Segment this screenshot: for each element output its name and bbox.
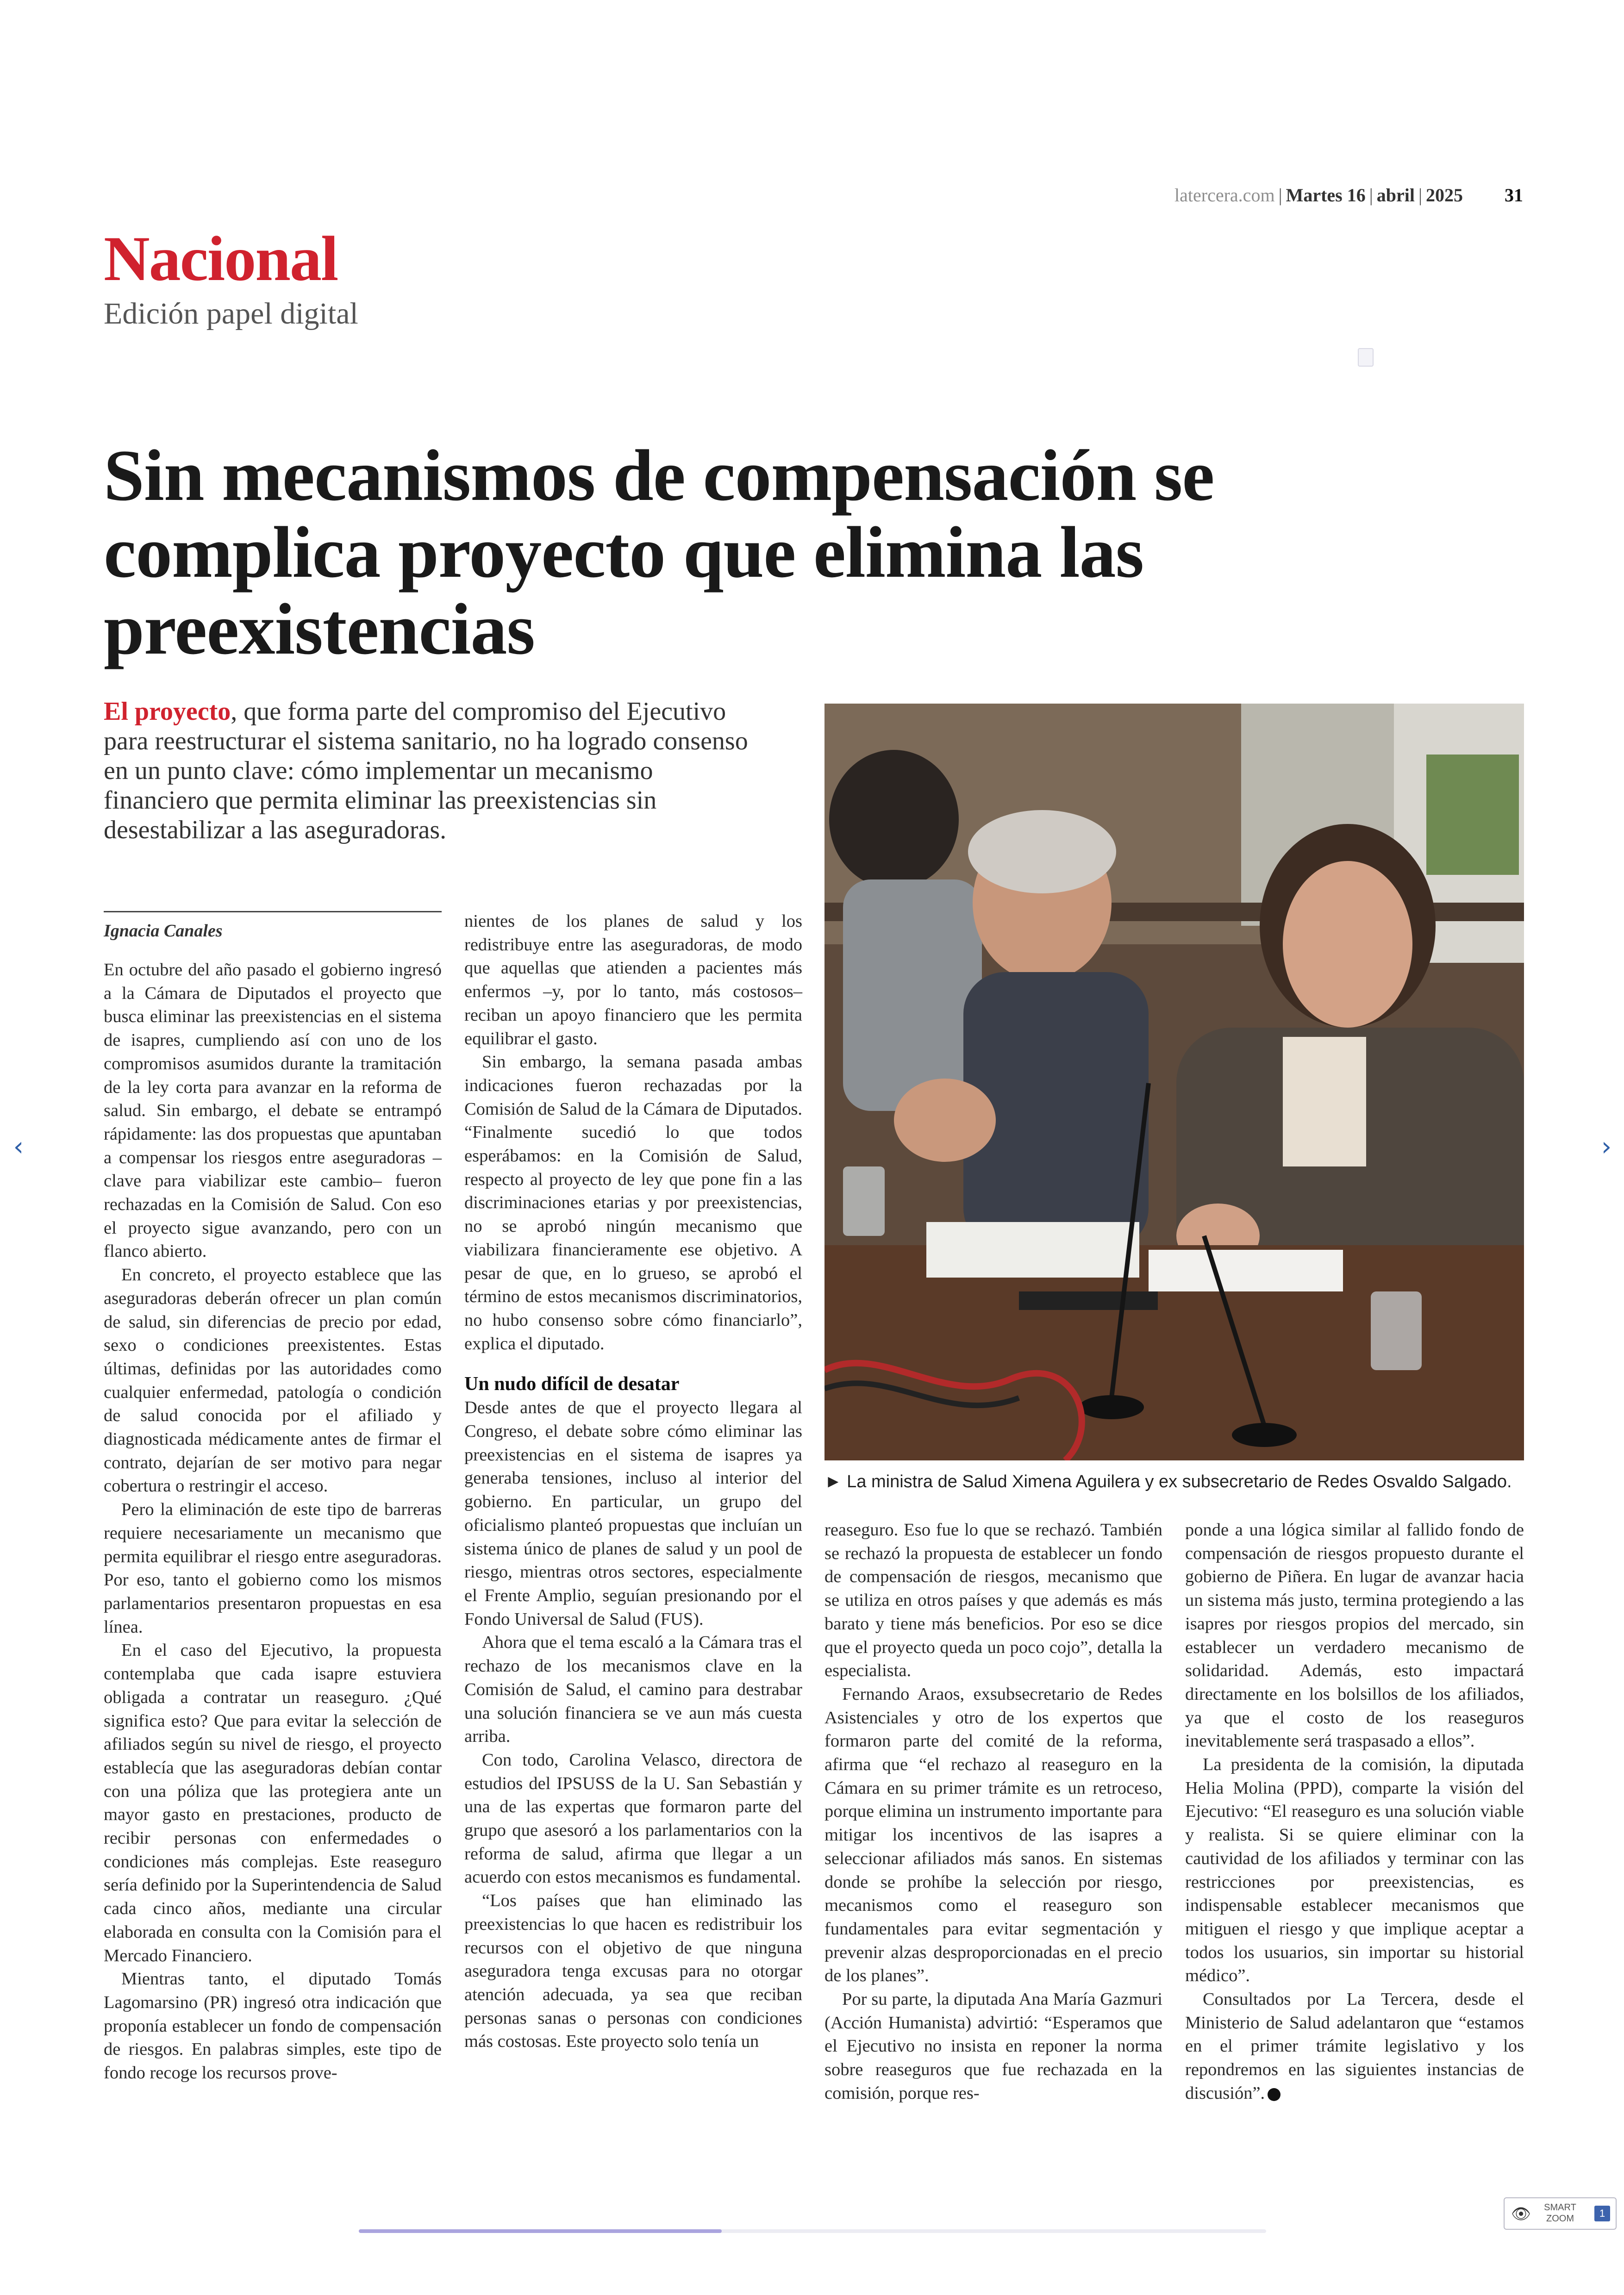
date-day: Martes 16 [1286,185,1366,206]
section-title: Nacional [104,223,338,294]
paragraph: reaseguro. Eso fue lo que se rechazó. También se rechazó la propuesta de establecer un fondo de compensación de riesgos, mecanismo que se utiliza en otros países y que además es más barato y tiene más beneficios. Por eso se dice que el proyecto queda un poco cojo”, detalla la especialista. [824,1520,1162,1681]
edition-label: Edición papel digital [104,297,358,331]
site-name: latercera.com [1174,185,1275,206]
article-photo [824,704,1524,1460]
chevron-right-icon: › [1601,1132,1612,1162]
paragraph: En octubre del año pasado el gobierno ingresó a la Cámara de Diputados el proyecto que busca eliminar las preexistencias en el sistema de isapres, cumpliendo así con uno de los compromisos asumidos durante la tramitación de la ley corta para avanzar en la reforma de salud. Sin embargo, el debate se entrampó rápidamente: las dos propuestas que apuntaban a compensar los riesgos entre aseguradoras –clave para viabilizar este cambio– fueron rechazadas en la Comisión de Salud. Con eso el proyecto sigue avanzando, pero con un flanco abierto. [104,960,442,1261]
chevron-left-icon: ‹ [13,1132,24,1162]
article-column-1 [104,958,442,2085]
paragraph: En concreto, el proyecto establece que las aseguradoras deberán ofrecer un plan común de salud, sin diferencias de precio por edad, sexo o condiciones preexistentes. Estas últimas, definidas por las autoridades como cualquier enfermedad, patología o condición de salud conocida por el afiliado y diagnosticada médicamente antes de firmar el contrato, dejarían de ser motivo para negar cobertura o restringir el acceso. [104,1265,442,1496]
photo-caption: ► La ministra de Salud Ximena Aguilera y ex subsecretario de Redes Osvaldo Salgado. [824,1472,1512,1491]
subhead: Un nudo difícil de desatar [464,1373,680,1395]
paragraph: Mientras tanto, el diputado Tomás Lagomarsino (PR) ingresó otra indicación que proponía establecer un fondo de compensación de riesgos. En palabras simples, este tipo de fondo recoge los recursos prove- [104,1969,442,2083]
prev-page-button[interactable] [5,1133,32,1161]
paragraph [1185,1988,1524,2105]
paragraph-text: Consultados por La Tercera, desde el Ministerio de Salud adelantaron que “estamos en el primer trámite legislativo y los repondremos en las siguientes instancias de discusión”. [1185,1989,1524,2103]
lead-text: , que forma parte del compromiso del Ejecutivo para reestructurar el sistema sanitario, no ha logrado consenso en un punto clave: cómo implementar un mecanismo financiero que permita eliminar las preexistencias sin desestabilizar a las aseguradoras. [104,697,748,844]
smart-zoom-button[interactable] [1504,2197,1617,2230]
paragraph: nientes de los planes de salud y los redistribuye entre las aseguradoras, de modo que aquellas que atienden a pacientes más enfermos –y, por lo tanto, más costosos– reciban un apoyo financiero que les permita equilibrar el gasto. [464,911,802,1048]
page-header: latercera.com | Martes 16 | abril | 2025 31 [1174,185,1523,206]
paragraph: ponde a una lógica similar al fallido fondo de compensación de riesgos propuesto durante el gobierno de Piñera. En lugar de avanzar hacia un sistema más justo, termina protegiendo a las isapres por riesgos propios del mercado, sin establecer un verdadero mecanismo de solidaridad. Además, esto impactará directamente en los bolsillos de los afiliados, ya que el costo de los reaseguros inevitablemente será traspasado a ellos”. [1185,1520,1524,1751]
date-year: 2025 [1426,185,1463,206]
photo-illustration [824,704,1524,1460]
smart-zoom-label: SMART ZOOM [1544,2202,1576,2224]
article-column-2 [464,910,802,2053]
paragraph: Por su parte, la diputada Ana María Gazmuri (Acción Humanista) advirtió: “Esperamos que el Ejecutivo no insista en reponer la norma sobre reaseguros que fue rechazada en la comisión, porque res- [824,1989,1162,2103]
paragraph: Fernando Araos, exsubsecretario de Redes Asistenciales y otro de los expertos que formaron parte del comité de la reforma, afirma que “el rechazo al reaseguro en la Cámara en su primer trámite es un retroceso, porque elimina un instrumento importante para mitigar los incentivos de las isapres a seleccionar afiliados más sanos. En sistemas donde se prohíbe la selección por riesgo, mecanismos como el reaseguro son fundamentales para evitar segmentación y prevenir alzas desproporcionadas en el precio de los planes”. [824,1684,1162,1986]
paragraph: Con todo, Carolina Velasco, directora de estudios del IPSUSS de la U. San Sebastián y una de las expertas que formaron parte del grupo que asesoró a los parlamentarios con la reforma de salud, afirma que llegar a un acuerdo con estos mecanismos es fundamental. [464,1750,802,1887]
note-icon[interactable] [1358,348,1374,367]
paragraph: “Los países que han eliminado las preexistencias lo que hacen es redistribuir los recursos con el objetivo de que ninguna aseguradora tenga excusas para no otorgar atención adecuada, ya sea que reciban personas sanas o personas con condiciones más costosas. Este proyecto solo tenía un [464,1891,802,2052]
paragraph: Ahora que el tema escaló a la Cámara tras el rechazo de los mecanismos clave en la Comisión de Salud, el camino para destrabar una solución financiera se ve aun más cuesta arriba. [464,1633,802,1746]
page-progress-bar[interactable] [359,2229,1266,2233]
lead-highlight: El proyecto [104,697,231,726]
paragraph: Pero la eliminación de este tipo de barreras requiere necesariamente un mecanismo que permita equilibrar el riesgo entre aseguradoras. Por eso, tanto el gobierno como los mismos parlamentarios presentaron propuestas en esa línea. [104,1500,442,1637]
article-lead [104,697,752,845]
page-progress-fill [359,2229,722,2233]
article-title: Sin mecanismos de compensación se complica proyecto que elimina las preexistencias [104,435,1214,670]
eye-icon: 👁 [1511,2205,1531,2223]
next-page-button[interactable] [1593,1133,1620,1161]
end-mark-icon [1268,2088,1280,2101]
article-column-3 [824,1518,1162,2105]
date-month: abril [1376,185,1415,206]
paragraph: En el caso del Ejecutivo, la propuesta contemplaba que cada isapre estuviera obligada a contratar un reaseguro. ¿Qué significa esto? Que para evitar la selección de afiliados según su nivel de riesgo, el proyecto establecía que las aseguradoras debían contar con una póliza que las protegiera ante un mayor gasto en prestaciones, producto de recibir personas con enfermedades o condiciones más complejas. Este reaseguro sería definido por la Superintendencia de Salud cada cinco años, mediante una circular elaborada en consulta con la Comisión para el Mercado Financiero. [104,1640,442,1965]
paragraph: Sin embargo, la semana pasada ambas indicaciones fueron rechazadas por la Comisión de Salud de la Cámara de Diputados. “Finalmente sucedió lo que todos esperábamos: en la Comisión de Salud, respecto al proyecto de ley que pone fin a las discriminaciones etarias y por preexistencias, no se aprobó ningún mecanismo que viabilizara financieramente ese objetivo. A pesar de que, en lo grueso, se aprobó el término de estos mecanismos discriminatorios, no hubo consenso sobre cómo financiarlo”, explica el diputado. [464,1052,802,1353]
article-author: Ignacia Canales [104,911,442,941]
page-number: 31 [1505,185,1523,206]
paragraph: Desde antes de que el proyecto llegara al Congreso, el debate sobre cómo eliminar las preexistencias en el sistema de isapres ya generaba tensiones, incluso al interior del gobierno. En particular, un grupo del oficialismo planteó propuestas que incluían un sistema único de planes de salud y un pool de riesgo, mientras otros sectores, especialmente el Frente Amplio, seguían presionando por el Fondo Universal de Salud (FUS). [464,1398,802,1629]
paragraph: La presidenta de la comisión, la diputada Helia Molina (PPD), comparte la visión del Ejecutivo: “El reaseguro es una solución viable y realista. Si se quiere eliminar con la cautividad de los afiliados y terminar con las restricciones por preexistencias, es indispensable establecer mecanismos que mitiguen el riesgo y que implique aceptar a todos los usuarios, sin importar su historial médico”. [1185,1755,1524,1986]
article-column-4 [1185,1518,1524,2105]
zoom-badge: 1 [1594,2206,1610,2221]
